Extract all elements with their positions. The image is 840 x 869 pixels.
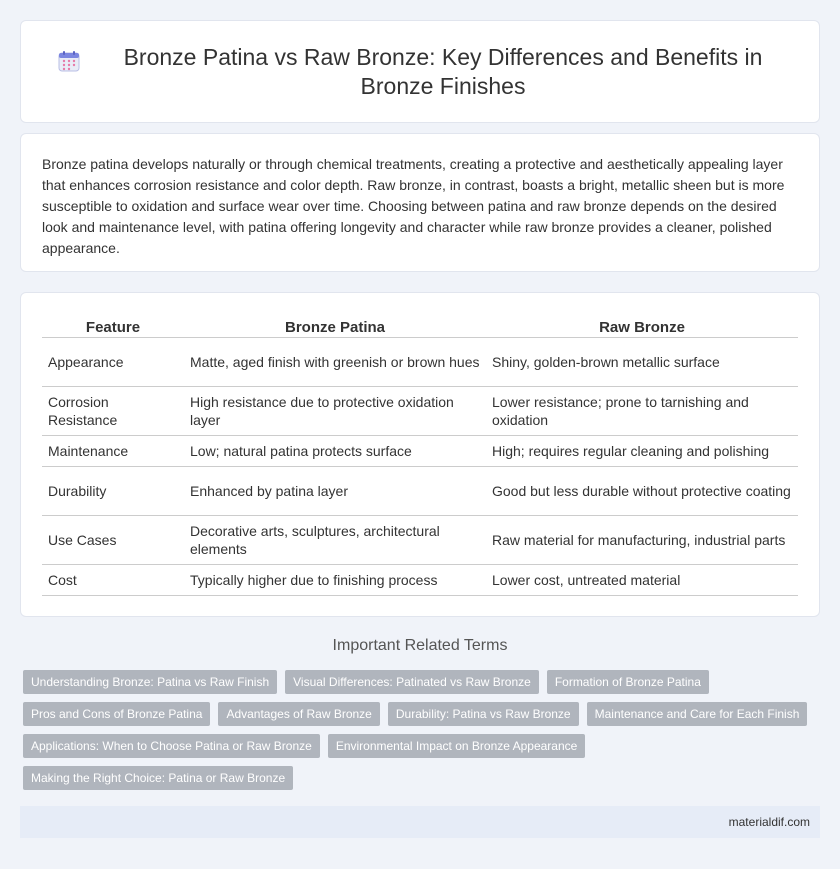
table-cell: Durability (42, 467, 184, 516)
table-cell: Decorative arts, sculptures, architectural elements (184, 516, 486, 565)
page-title: Bronze Patina vs Raw Bronze: Key Differences and Benefits in Bronze Finishes (123, 43, 763, 99)
comparison-table (42, 313, 798, 596)
table-cell: High resistance due to protective oxidation layer (184, 387, 486, 436)
table-cell: Typically higher due to finishing process (184, 565, 486, 596)
header-raw-bronze: Raw Bronze (486, 313, 798, 338)
header-bronze-patina: Bronze Patina (184, 313, 486, 338)
table-cell: Raw material for manufacturing, industrial parts (486, 516, 798, 565)
header-feature: Feature (42, 313, 184, 338)
tag-row (23, 670, 823, 694)
footer-site-link[interactable]: materialdif.com (728, 815, 810, 829)
related-term-tag[interactable]: Environmental Impact on Bronze Appearance (328, 734, 585, 758)
comparison-table-card (20, 292, 820, 617)
related-terms-title: Important Related Terms (332, 637, 508, 654)
table-row (42, 338, 798, 387)
table-row (42, 565, 798, 596)
table-cell: Lower resistance; prone to tarnishing and oxidation (486, 387, 798, 436)
table-row (42, 436, 798, 467)
table-cell: Maintenance (42, 436, 184, 467)
table-cell: High; requires regular cleaning and polishing (486, 436, 798, 467)
table-cell: Lower cost, untreated material (486, 565, 798, 596)
table-cell: Low; natural patina protects surface (184, 436, 486, 467)
related-term-tag[interactable]: Pros and Cons of Bronze Patina (23, 702, 210, 726)
tag-row (23, 766, 823, 790)
related-term-tag[interactable]: Advantages of Raw Bronze (218, 702, 379, 726)
table-cell: Matte, aged finish with greenish or brown hues (184, 338, 486, 387)
intro-card (20, 133, 820, 272)
table-header-row (42, 313, 798, 338)
related-term-tag[interactable]: Visual Differences: Patinated vs Raw Bronze (285, 670, 539, 694)
related-term-tag[interactable]: Formation of Bronze Patina (547, 670, 709, 694)
table-cell: Corrosion Resistance (42, 387, 184, 436)
header-card (20, 20, 820, 123)
table-cell: Good but less durable without protective coating (486, 467, 798, 516)
footer (20, 806, 820, 838)
table-row (42, 387, 798, 436)
table-row (42, 467, 798, 516)
related-term-tag[interactable]: Making the Right Choice: Patina or Raw Bronze (23, 766, 293, 790)
table-cell: Shiny, golden-brown metallic surface (486, 338, 798, 387)
related-term-tag[interactable]: Maintenance and Care for Each Finish (587, 702, 808, 726)
tag-row (23, 734, 823, 758)
related-terms-list (23, 670, 823, 798)
tag-row (23, 702, 823, 726)
table-row (42, 516, 798, 565)
calendar-icon (57, 49, 81, 73)
intro-text: Bronze patina develops naturally or through chemical treatments, creating a protective and aesthetically appealing layer that enhances corrosion resistance and color depth. Raw bronze, in contrast, boasts a bright, metallic sheen but is more susceptible to oxidation and surface wear over time. Choosing between patina and raw bronze depends on the desired look and maintenance level, with patina offering longevity and character while raw bronze provides a cleaner, polished appearance. (42, 156, 785, 256)
table-cell: Appearance (42, 338, 184, 387)
related-term-tag[interactable]: Understanding Bronze: Patina vs Raw Finish (23, 670, 277, 694)
table-cell: Use Cases (42, 516, 184, 565)
related-term-tag[interactable]: Durability: Patina vs Raw Bronze (388, 702, 579, 726)
related-term-tag[interactable]: Applications: When to Choose Patina or Raw Bronze (23, 734, 320, 758)
table-cell: Cost (42, 565, 184, 596)
table-cell: Enhanced by patina layer (184, 467, 486, 516)
